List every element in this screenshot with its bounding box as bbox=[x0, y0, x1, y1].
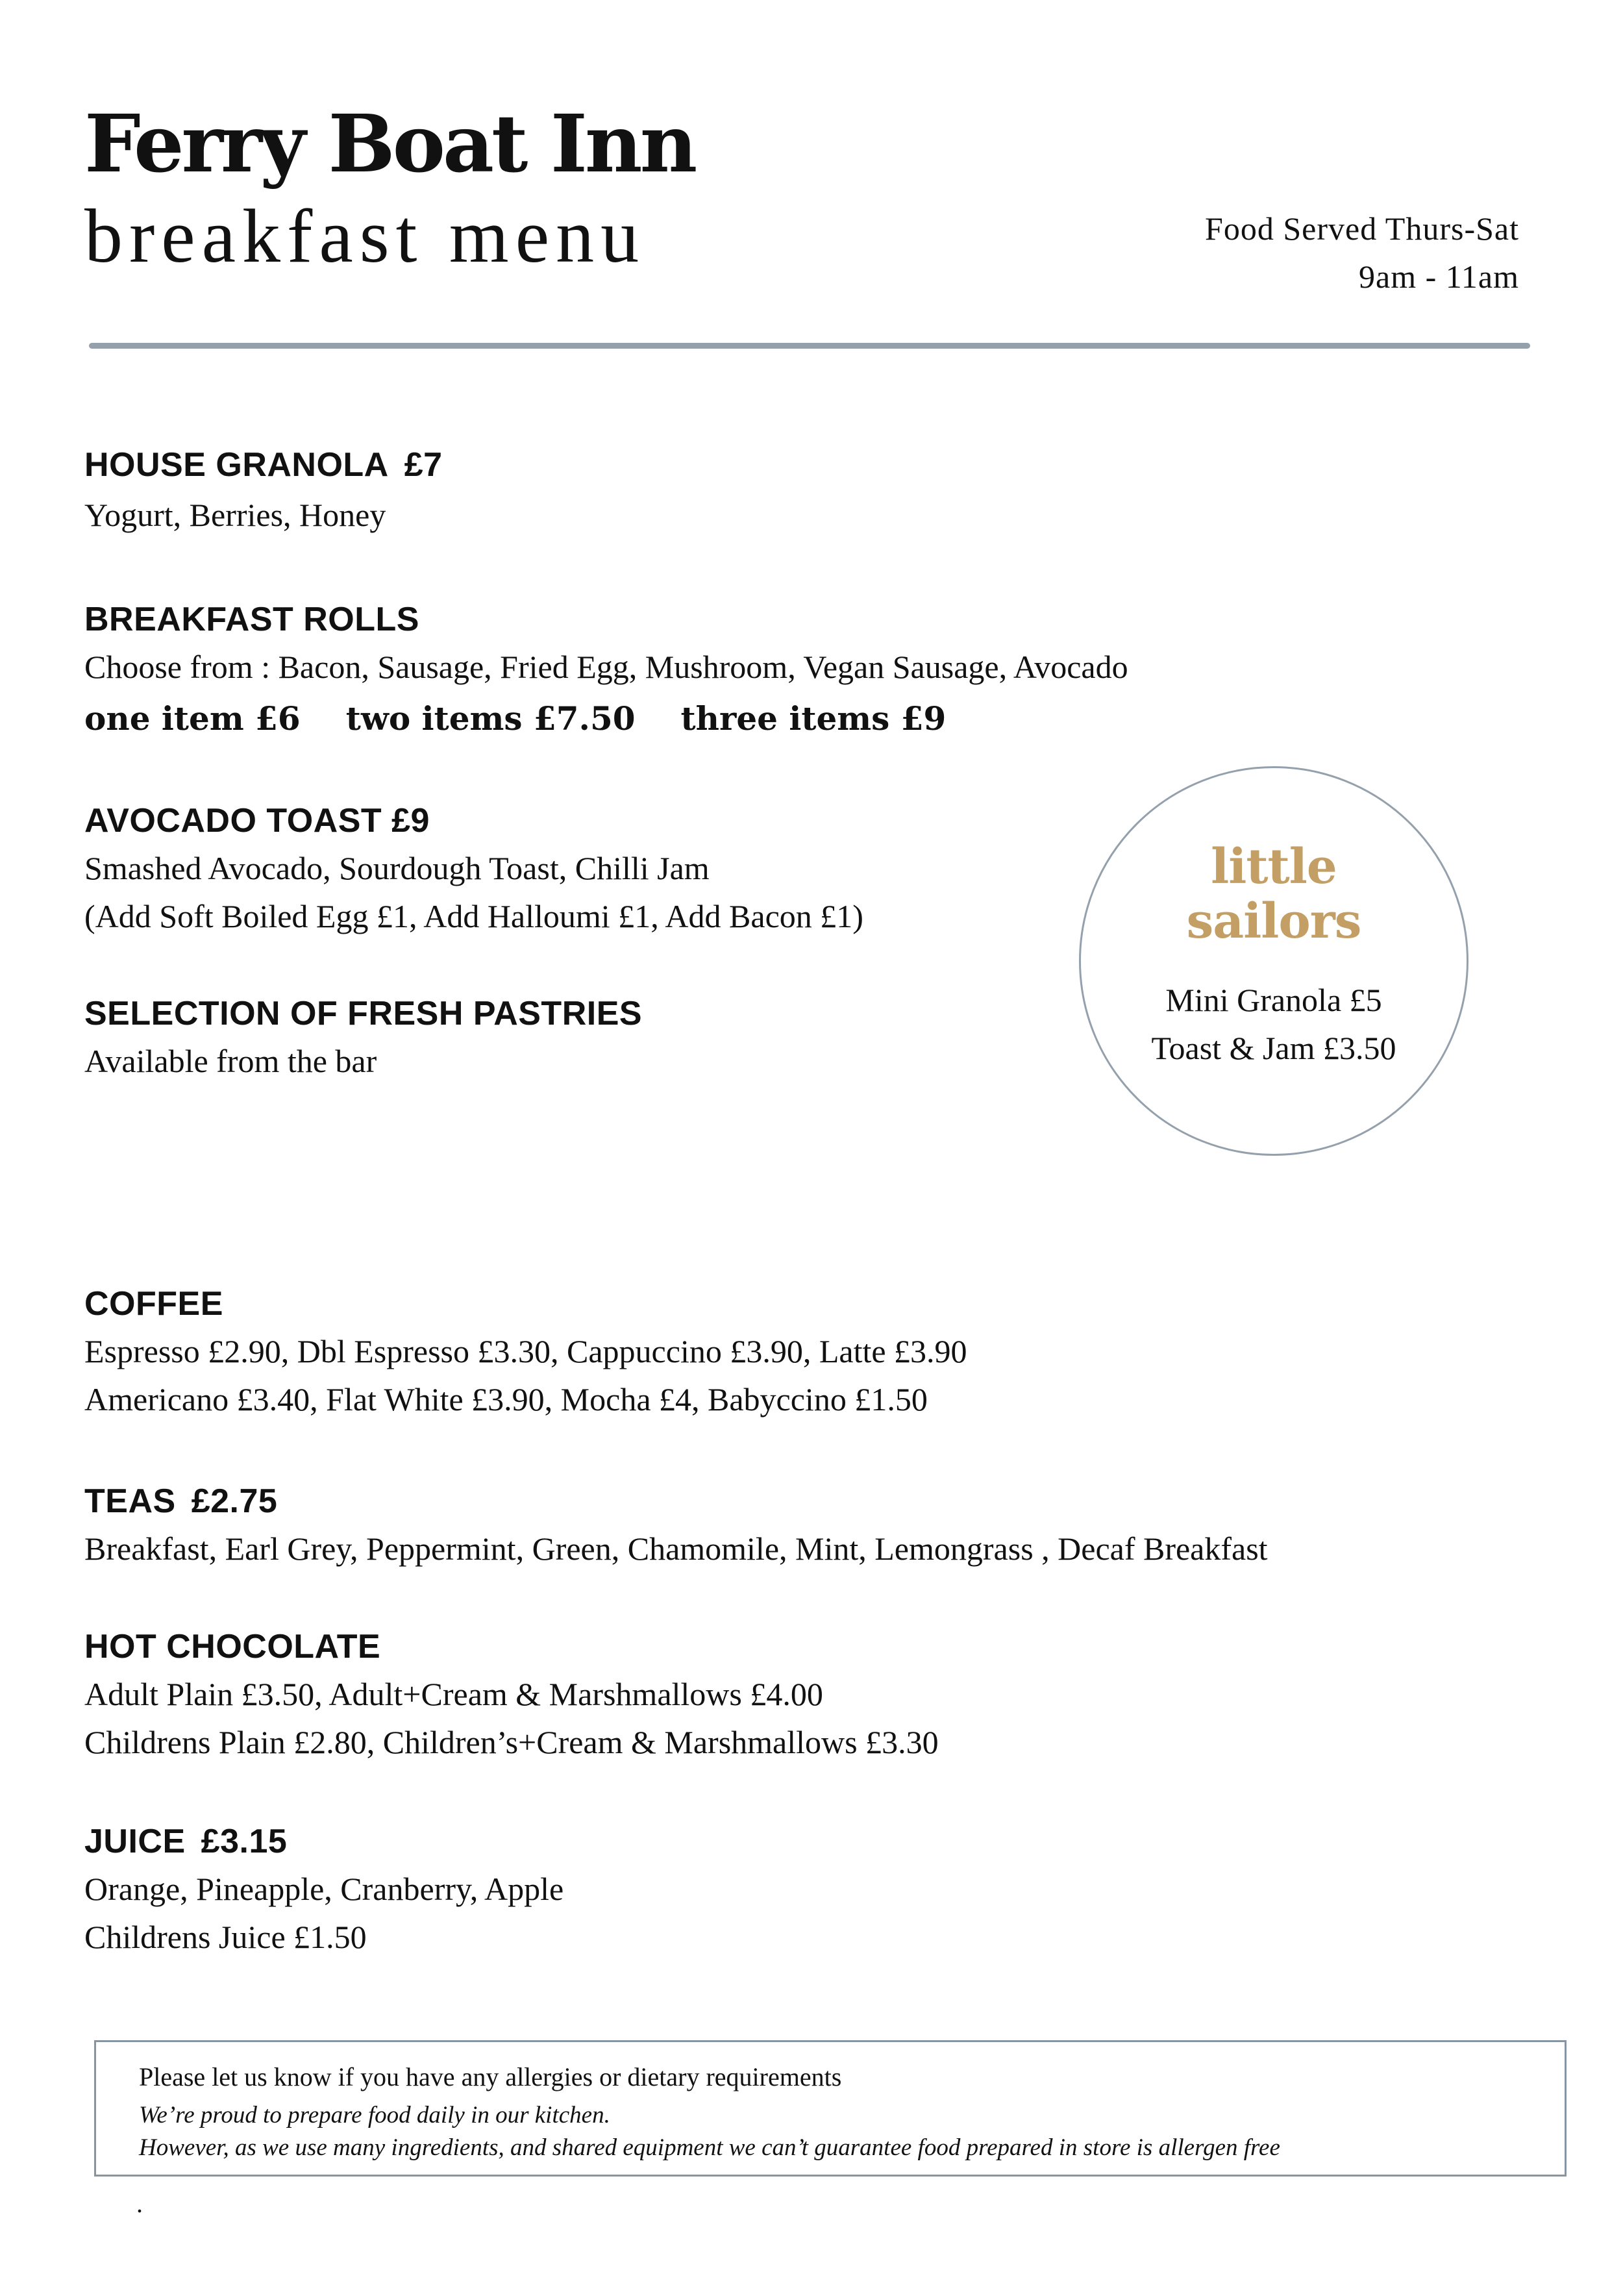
kids-item: Mini Granola £5 bbox=[1165, 982, 1382, 1018]
little-sailors-items bbox=[1081, 976, 1467, 1072]
item-name: HOUSE GRANOLA bbox=[84, 446, 389, 484]
section-heading bbox=[84, 1825, 564, 1858]
menu-subtitle: breakfast menu bbox=[84, 193, 646, 279]
item-description: Available from the bar bbox=[84, 1043, 377, 1079]
item-name: JUICE bbox=[84, 1823, 186, 1860]
section-coffee bbox=[84, 1287, 967, 1423]
tea-list: Breakfast, Earl Grey, Peppermint, Green, Chamomile, Mint, Lemongrass , Decaf Breakfast bbox=[84, 1530, 1268, 1567]
item-description: Yogurt, Berries, Honey bbox=[84, 497, 386, 533]
section-heading bbox=[84, 1484, 1268, 1518]
section-avocado-toast bbox=[84, 804, 863, 940]
section-juice bbox=[84, 1825, 564, 1961]
coffee-line: Espresso £2.90, Dbl Espresso £3.30, Cappuccino £3.90, Latte £3.90 bbox=[84, 1333, 967, 1369]
section-heading: SELECTION OF FRESH PASTRIES bbox=[84, 995, 643, 1032]
section-teas bbox=[84, 1484, 1268, 1573]
section-fresh-pastries bbox=[84, 997, 642, 1085]
item-price: £2.75 bbox=[191, 1482, 278, 1520]
section-heading: AVOCADO TOAST £9 bbox=[84, 802, 430, 840]
juice-line: Childrens Juice £1.50 bbox=[84, 1919, 367, 1955]
little-sailors-line2: sailors bbox=[1186, 893, 1361, 949]
section-house-granola bbox=[84, 448, 443, 539]
section-breakfast-rolls bbox=[84, 603, 1128, 743]
roll-price-options bbox=[84, 695, 1128, 743]
option-one-item: one item £6 bbox=[84, 699, 301, 738]
hot-chocolate-line: Adult Plain £3.50, Adult+Cream & Marshmallows £4.00 bbox=[84, 1676, 823, 1712]
restaurant-name: Ferry Boat Inn bbox=[84, 97, 695, 190]
served-days: Food Served Thurs-Sat bbox=[1205, 210, 1519, 247]
option-three-items: three items £9 bbox=[680, 699, 947, 738]
section-heading: HOT CHOCOLATE bbox=[84, 1628, 381, 1666]
section-heading bbox=[84, 448, 443, 482]
option-two-items: two items £7.50 bbox=[345, 699, 636, 738]
item-name: TEAS bbox=[84, 1482, 176, 1520]
footer-mark: . bbox=[136, 2189, 143, 2218]
served-hours: 9am - 11am bbox=[1359, 258, 1519, 295]
coffee-line: Americano £3.40, Flat White £3.90, Mocha £4, Babyccino £1.50 bbox=[84, 1381, 928, 1417]
hot-chocolate-line: Childrens Plain £2.80, Children’s+Cream & Marshmallows £3.30 bbox=[84, 1724, 939, 1760]
allergy-notice-box bbox=[94, 2040, 1567, 2177]
item-price: £7 bbox=[404, 446, 443, 484]
juice-line: Orange, Pineapple, Cranberry, Apple bbox=[84, 1871, 564, 1907]
allergy-disclaimer: However, as we use many ingredients, and shared equipment we can’t guarantee food prepared in store is allergen free bbox=[139, 2134, 1280, 2161]
item-description: Smashed Avocado, Sourdough Toast, Chilli Jam bbox=[84, 850, 710, 886]
item-description: Choose from : Bacon, Sausage, Fried Egg, Mushroom, Vegan Sausage, Avocado bbox=[84, 649, 1128, 685]
section-hot-chocolate bbox=[84, 1630, 939, 1766]
little-sailors-line1: little bbox=[1211, 839, 1337, 895]
item-price: £3.15 bbox=[201, 1823, 288, 1860]
section-heading: COFFEE bbox=[84, 1285, 223, 1323]
allergy-kitchen-note: We’re proud to prepare food daily in our kitchen. bbox=[139, 2102, 610, 2128]
header-divider bbox=[89, 343, 1530, 349]
service-times bbox=[1205, 205, 1519, 301]
item-extras: (Add Soft Boiled Egg £1, Add Halloumi £1, Add Bacon £1) bbox=[84, 898, 863, 934]
little-sailors-badge bbox=[1079, 766, 1468, 1156]
section-heading: BREAKFAST ROLLS bbox=[84, 601, 419, 638]
little-sailors-title bbox=[1081, 840, 1467, 949]
allergy-request: Please let us know if you have any allergies or dietary requirements bbox=[139, 2062, 842, 2091]
kids-item: Toast & Jam £3.50 bbox=[1151, 1030, 1396, 1066]
